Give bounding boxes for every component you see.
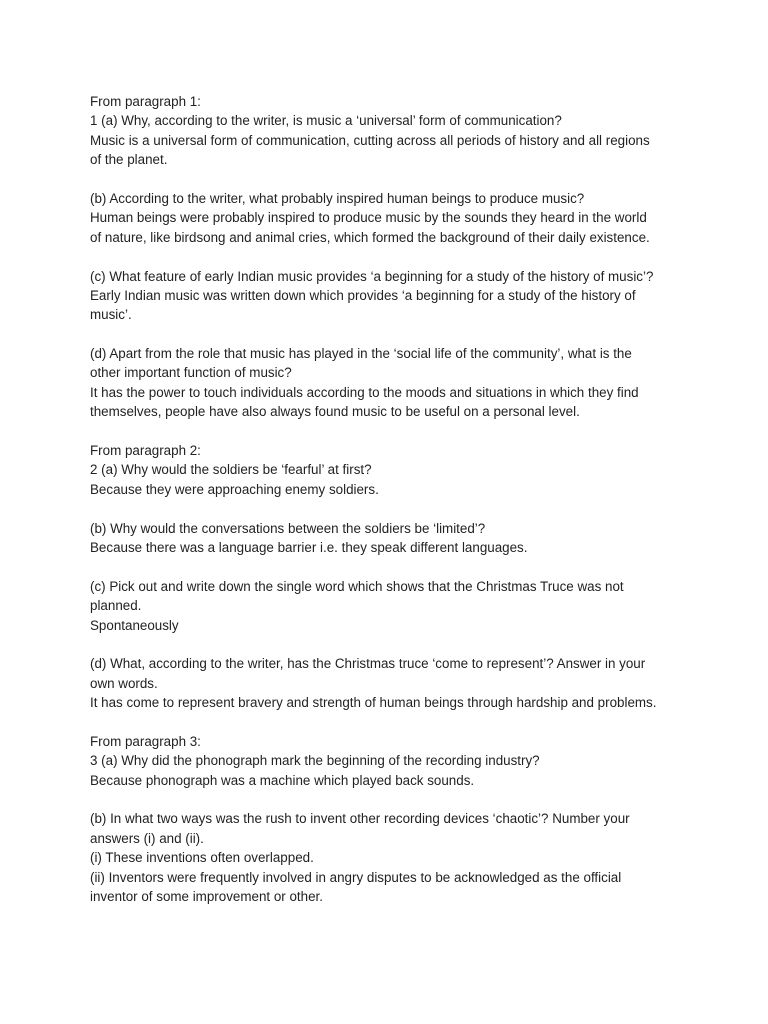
block-spacer [90, 790, 690, 809]
text-line: inventor of some improvement or other. [90, 889, 323, 905]
question-answer-block [90, 519, 690, 558]
text-line: (c) What feature of early Indian music provides ‘a beginning for a study of the history of music’? [90, 268, 654, 284]
block-spacer [90, 557, 690, 576]
question-answer-block [90, 654, 690, 712]
text-line: planned. [90, 598, 142, 614]
block-spacer [90, 325, 690, 344]
text-line: (d) Apart from the role that music has played in the ‘social life of the community’, what is the [90, 346, 632, 362]
text-line: 2 (a) Why would the soldiers be ‘fearful’ at first? [90, 462, 372, 478]
text-line: Music is a universal form of communication, cutting across all periods of history and all regions [90, 132, 650, 148]
text-line: (b) In what two ways was the rush to invent other recording devices ‘chaotic’? Number your [90, 811, 630, 827]
text-line: (c) Pick out and write down the single word which shows that the Christmas Truce was not [90, 578, 624, 594]
text-line: Spontaneously [90, 617, 179, 633]
section [90, 732, 690, 907]
document-body [90, 92, 690, 906]
question-answer-block [90, 809, 690, 906]
text-line: of the planet. [90, 152, 168, 168]
text-line: (b) According to the writer, what probably inspired human beings to produce music? [90, 190, 585, 206]
text-line: (d) What, according to the writer, has the Christmas truce ‘come to represent’? Answer in your [90, 656, 646, 672]
section-heading: From paragraph 3: [90, 733, 201, 749]
block-spacer [90, 247, 690, 266]
text-line: answers (i) and (ii). [90, 830, 204, 846]
block-spacer [90, 170, 690, 189]
text-line: 3 (a) Why did the phonograph mark the beginning of the recording industry? [90, 753, 540, 769]
text-line: (i) These inventions often overlapped. [90, 850, 314, 866]
section-heading: From paragraph 2: [90, 443, 201, 459]
question-answer-block [90, 751, 690, 790]
section-spacer [90, 713, 690, 732]
text-line: Because they were approaching enemy soldiers. [90, 481, 379, 497]
question-answer-block [90, 189, 690, 247]
text-line: Because phonograph was a machine which played back sounds. [90, 772, 475, 788]
text-line: music’. [90, 307, 132, 323]
question-answer-block [90, 344, 690, 422]
text-line: of nature, like birdsong and animal cries, which formed the background of their daily existence. [90, 229, 650, 245]
text-line: It has the power to touch individuals according to the moods and situations in which they find [90, 384, 639, 400]
question-answer-block [90, 577, 690, 635]
text-line: other important function of music? [90, 365, 292, 381]
section-spacer [90, 422, 690, 441]
text-line: 1 (a) Why, according to the writer, is music a ‘universal’ form of communication? [90, 113, 562, 129]
section [90, 441, 690, 712]
question-answer-block [90, 111, 690, 169]
text-line: themselves, people have also always found music to be useful on a personal level. [90, 404, 580, 420]
block-spacer [90, 635, 690, 654]
block-spacer [90, 499, 690, 518]
text-line: Because there was a language barrier i.e. they speak different languages. [90, 539, 528, 555]
text-line: own words. [90, 675, 158, 691]
text-line: (ii) Inventors were frequently involved in angry disputes to be acknowledged as the official [90, 869, 622, 885]
text-line: Early Indian music was written down which provides ‘a beginning for a study of the history of [90, 287, 636, 303]
text-line: Human beings were probably inspired to produce music by the sounds they heard in the world [90, 210, 647, 226]
text-line: (b) Why would the conversations between the soldiers be ‘limited’? [90, 520, 486, 536]
question-answer-block [90, 460, 690, 499]
section [90, 92, 690, 422]
section-heading: From paragraph 1: [90, 94, 201, 109]
text-line: It has come to represent bravery and strength of human beings through hardship and problems. [90, 695, 657, 711]
question-answer-block [90, 267, 690, 325]
